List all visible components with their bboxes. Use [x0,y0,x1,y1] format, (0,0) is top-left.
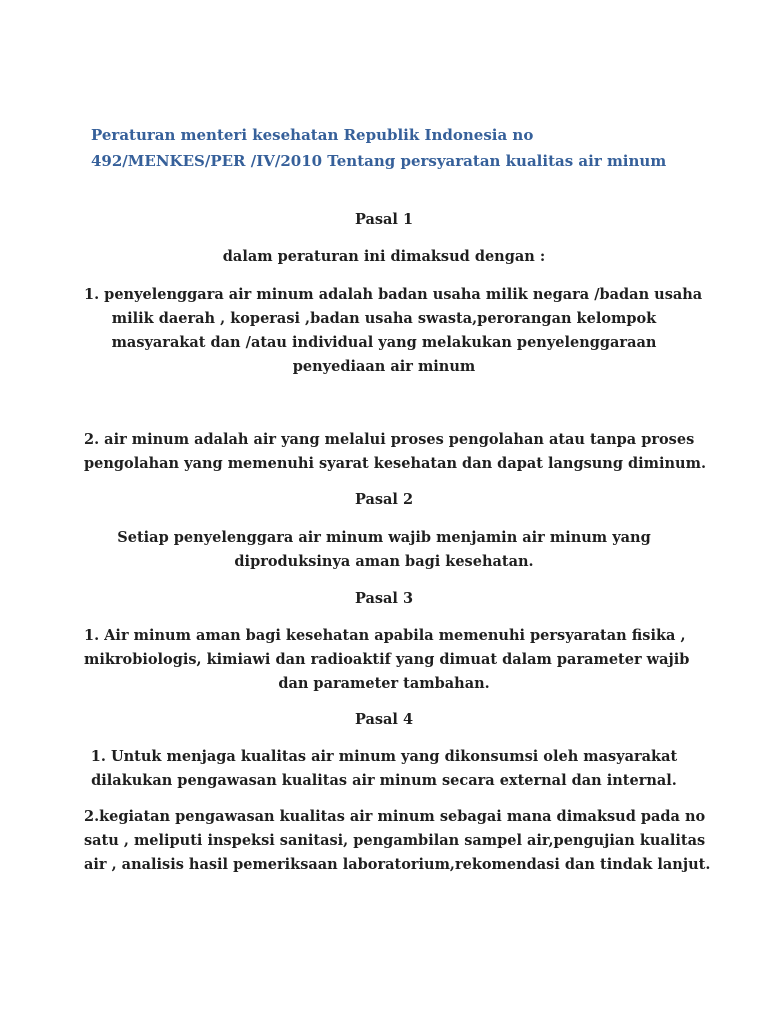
text-line: air , analisis hasil pemeriksaan laboratorium,rekomendasi dan tindak lanjut. [84,856,711,873]
pasal-4-heading [84,708,684,732]
text-line: 1. Air minum aman bagi kesehatan apabila memenuhi persyaratan fisika , [84,627,686,644]
text-line: 1. Untuk menjaga kualitas air minum yang dikonsumsi oleh masyarakat [90,748,678,765]
text-line: mikrobiologis, kimiawi dan radioaktif yang dimuat dalam parameter wajib [84,651,690,668]
intro-paragraph [84,245,684,269]
text-line: pengolahan yang memenuhi syarat kesehatan dan dapat langsung diminum. [84,455,706,472]
pasal-2-heading [84,488,684,512]
text-line: 2.kegiatan pengawasan kualitas air minum sebagai mana dimaksud pada no [84,808,706,825]
title-line: 492/MENKES/PER /IV/2010 Tentang persyaratan kualitas air minum [91,152,667,170]
text-line: dan parameter tambahan. [278,675,490,692]
document-title [91,122,731,174]
text-line: dalam peraturan ini dimaksud dengan : [222,248,546,265]
text-line: diproduksinya aman bagi kesehatan. [234,553,534,570]
text-line: dilakukan pengawasan kualitas air minum secara external dan internal. [91,772,677,789]
text-line: 1. penyelenggara air minum adalah badan usaha milik negara /badan usaha [84,286,703,303]
text-line: penyediaan air minum [292,358,476,375]
text-line: Pasal 2 [354,491,414,508]
text-line: Pasal 4 [354,711,414,728]
text-line: masyarakat dan /atau individual yang melakukan penyelenggaraan [111,334,657,351]
pasal-1-item-1 [84,283,703,379]
title-line: Peraturan menteri kesehatan Republik Indonesia no [91,126,534,144]
text-line: 2. air minum adalah air yang melalui proses pengolahan atau tanpa proses [84,431,695,448]
pasal-2-paragraph [84,526,684,574]
pasal-1-item-2 [84,428,706,476]
pasal-4-item-2 [84,805,711,877]
pasal-4-item-1 [84,745,684,793]
text-line: Pasal 3 [354,590,414,607]
pasal-3-item-1 [84,624,690,696]
text-line: Setiap penyelenggara air minum wajib menjamin air minum yang [117,529,651,546]
pasal-3-heading [84,587,684,611]
text-line: milik daerah , koperasi ,badan usaha swasta,perorangan kelompok [111,310,657,327]
text-line: Pasal 1 [354,211,414,228]
pasal-1-heading [84,208,684,232]
text-line: satu , meliputi inspeksi sanitasi, pengambilan sampel air,pengujian kualitas [84,832,706,849]
